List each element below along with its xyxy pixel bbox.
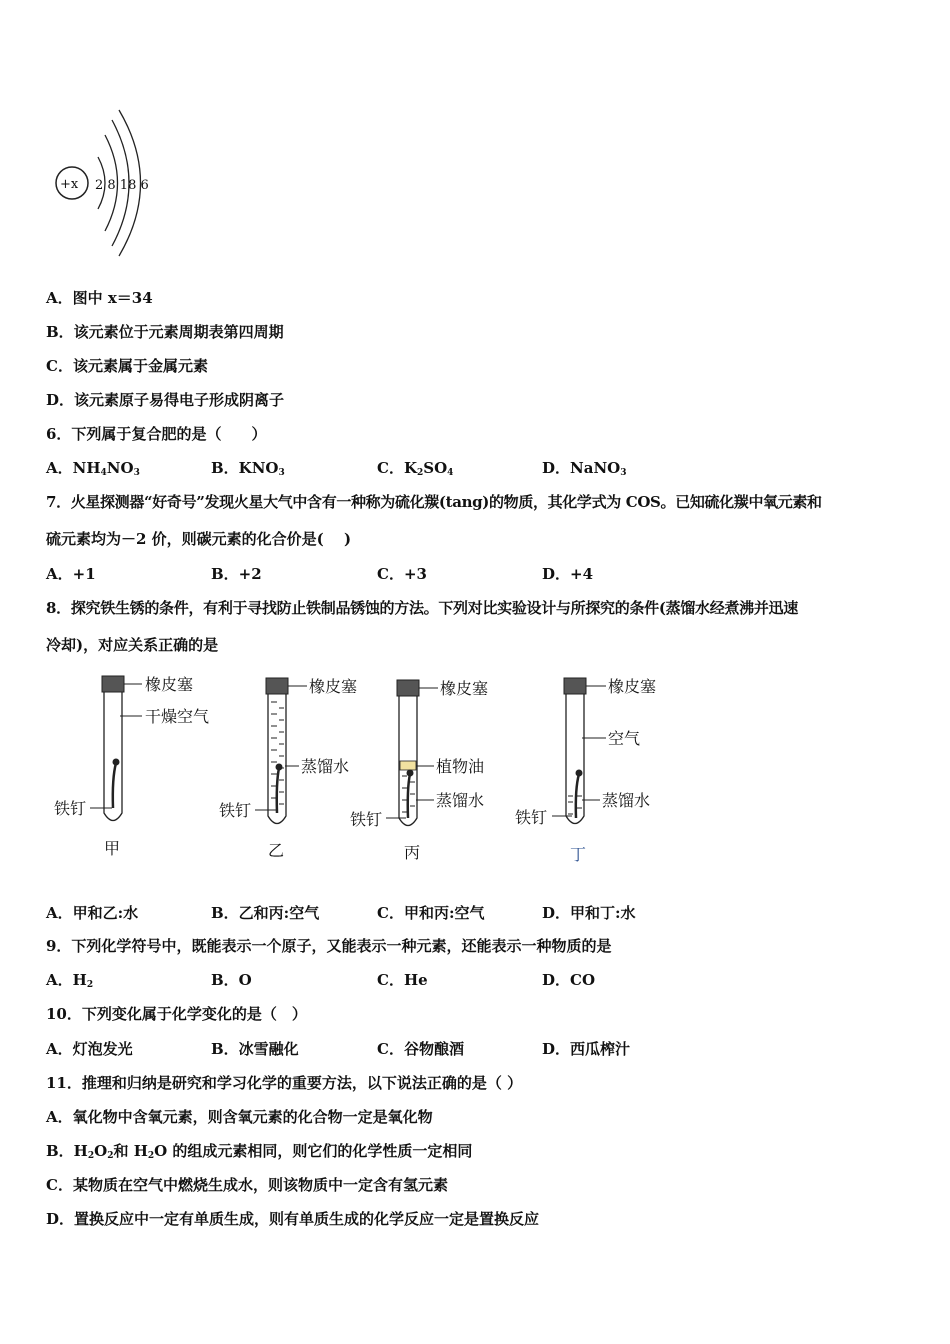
content-label: 蒸馏水 — [436, 791, 485, 810]
stopper-label: 橡皮塞 — [145, 675, 194, 694]
stopper-label: 橡皮塞 — [608, 677, 657, 696]
q11-option-c: C．某物质在空气中燃烧生成水，则该物质中一定含有氢元素 — [46, 1176, 448, 1194]
q9-option-d: D．CO — [542, 971, 596, 989]
q5-option-b: B．该元素位于元素周期表第四周期 — [46, 323, 284, 341]
q6-option-a: A．$NH_4NO_3$ — [46, 459, 140, 478]
iron-nail — [113, 763, 116, 808]
q7-option-b: B．+2 — [211, 565, 262, 583]
q8-stem-line1: 8．探究铁生锈的条件，有利于寻找防止铁制品锈蚀的方法。下列对比实验设计与所探究的条件(蒸馏水经煮沸并迅速 — [46, 599, 798, 617]
q9-stem: 9．下列化学符号中，既能表示一个原子，又能表示一种元素，还能表示一种物质的是 — [46, 937, 612, 955]
stopper-label: 橡皮塞 — [309, 677, 358, 696]
q6-option-c: C．$K_2SO_4$ — [377, 459, 454, 478]
caption: 甲 — [104, 839, 121, 858]
q5-option-d: D．该元素原子易得电子形成阴离子 — [46, 391, 285, 409]
stopper — [102, 676, 124, 692]
nucleus-label: +x — [60, 177, 79, 192]
q8-option-a: A．甲和乙:水 — [46, 904, 139, 922]
q7-option-d: D．+4 — [542, 565, 594, 583]
q7-option-c: C．+3 — [377, 565, 427, 583]
oil-layer — [400, 761, 416, 770]
atom-structure-diagram — [50, 105, 170, 265]
tube-jia-figure — [50, 668, 230, 868]
q10-option-c: C．谷物酿酒 — [377, 1040, 464, 1058]
nail-label: 铁钉 — [54, 799, 87, 818]
q8-option-b: B．乙和丙:空气 — [211, 904, 320, 922]
q9-option-c: C．He — [377, 971, 428, 989]
q11-option-b: B．$H_2O_2$和 $H_2O$ 的组成元素相同，则它们的化学性质一定相同 — [46, 1142, 473, 1161]
q8-option-d: D．甲和丁:水 — [542, 904, 636, 922]
nail-label: 铁钉 — [219, 801, 252, 820]
q10-option-b: B．冰雪融化 — [211, 1040, 299, 1058]
q7-stem-line1: 7．火星探测器“好奇号”发现火星大气中含有一种称为硫化羰(tang)的物质，其化学式为 COS。已知硫化羰中氧元素和 — [46, 493, 822, 511]
iron-nail — [277, 768, 279, 813]
oil-label: 植物油 — [436, 757, 485, 776]
caption: 丁 — [570, 845, 587, 864]
stopper — [397, 680, 419, 696]
q5-option-a: A．图中 x＝34 — [46, 289, 153, 307]
stopper — [266, 678, 288, 694]
stopper-label: 橡皮塞 — [440, 679, 489, 698]
tube-ding-figure — [512, 668, 692, 868]
content-label: 蒸馏水 — [301, 757, 350, 776]
q6-option-b: B．$KNO_3$ — [211, 459, 285, 478]
content-label: 蒸馏水 — [602, 791, 651, 810]
q7-option-a: A．+1 — [46, 565, 96, 583]
q10-stem: 10．下列变化属于化学变化的是（ ） — [46, 1005, 307, 1023]
content-label: 干燥空气 — [145, 707, 210, 726]
q8-option-c: C．甲和丙:空气 — [377, 904, 485, 922]
q9-option-a: A．$H_2$ — [46, 971, 94, 990]
q10-option-a: A．灯泡发光 — [46, 1040, 133, 1058]
caption: 乙 — [268, 841, 285, 860]
q8-stem-line2: 冷却)，对应关系正确的是 — [46, 636, 219, 654]
iron-nail — [408, 774, 410, 818]
q9-option-b: B．O — [211, 971, 252, 989]
q11-stem: 11．推理和归纳是研究和学习化学的重要方法，以下说法正确的是（ ） — [46, 1074, 523, 1092]
q11-option-d: D．置换反应中一定有单质生成，则有单质生成的化学反应一定是置换反应 — [46, 1210, 540, 1228]
q7-stem-line2: 硫元素均为－2 价，则碳元素的化合价是( ) — [46, 530, 352, 548]
q5-option-c: C．该元素属于金属元素 — [46, 357, 208, 375]
stopper — [564, 678, 586, 694]
q11-option-a: A．氧化物中含氧元素，则含氧元素的化合物一定是氧化物 — [46, 1108, 433, 1126]
nail-label: 铁钉 — [515, 808, 548, 827]
q6-stem: 6．下列属于复合肥的是（ ） — [46, 425, 267, 443]
q6-option-d: D．NaNO$_3$ — [542, 459, 627, 478]
nail-label: 铁钉 — [350, 810, 383, 829]
q10-option-d: D．西瓜榨汁 — [542, 1040, 631, 1058]
caption: 丙 — [404, 843, 421, 862]
electron-shells: 2 8 18 6 — [95, 178, 149, 193]
air-label: 空气 — [608, 729, 641, 748]
